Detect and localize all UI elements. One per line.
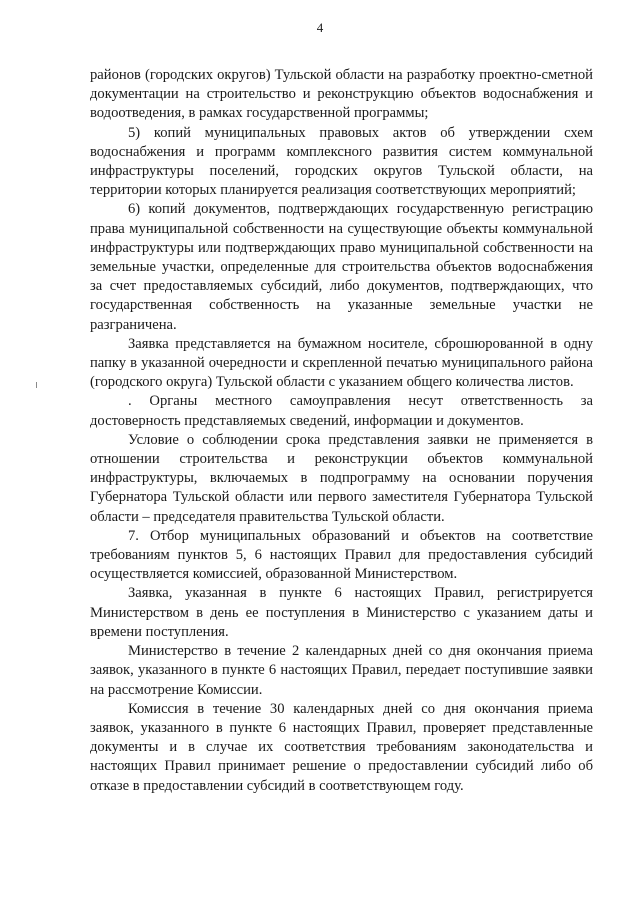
paragraph-6: Условие о соблюдении срока представления заявки не применяется в отношении строительства и реконструкции объектов коммунальной инфраструктуры, включаемых в подпрограмму на основании поручения Губернатора Тульской области или первого заместителя Губернатора Тульской области – председателя правительства Тульской области.	[90, 431, 593, 525]
paragraph-3: 6) копий документов, подтверждающих государственную регистрацию права муниципальной собственности на существующие объекты коммунальной инфраструктуры или подтверждающих право муниципальной собственности на земельные участки, определенные для строительства объектов водоснабжения за счет предоставляемых субсидий, либо документов, подтверждающих, что государственная собственность на указанные земельные участки не разграничена.	[90, 201, 593, 333]
paragraph-1: районов (городских округов) Тульской области на разработку проектно-сметной документации на строительство и реконструкцию объектов водоснабжения и водоотведения, в рамках государственной программы;	[90, 67, 593, 122]
paragraph-2: 5) копий муниципальных правовых актов об утверждении схем водоснабжения и программ комплексного развития систем коммунальной инфраструктуры поселений, городских округов Тульской области, на территории которых планируется реализация соответствующих мероприятий;	[90, 124, 593, 199]
paragraph-7: 7. Отбор муниципальных образований и объектов на соответствие требованиям пунктов 5, 6 настоящих Правил для предоставления субсидий осуществляется комиссией, образованной Министерством.	[90, 527, 593, 583]
paragraph-9: Министерство в течение 2 календарных дней со дня окончания приема заявок, указанного в пункте 6 настоящих Правил, передает поступившие заявки на рассмотрение Комиссии.	[90, 643, 593, 698]
document-body	[90, 66, 593, 796]
paragraph-4: Заявка представляется на бумажном носителе, сброшюрованной в одну папку в указанной очередности и скрепленной печатью муниципального района (городского округа) Тульской области с указанием общего количества листов.	[90, 335, 593, 391]
paragraph-10: Комиссия в течение 30 календарных дней со дня окончания приема заявок, указанного в пункте 6 настоящих Правил, проверяет представленные документы и в случае их соответствия требованиям законодательства и настоящих Правил принимает решение о предоставлении субсидий либо об отказе в предоставлении субсидий в соответствующем году.	[90, 700, 593, 794]
page-number: 4	[316, 20, 324, 35]
paragraph-5: . Органы местного самоуправления несут ответственность за достоверность представляемых сведений, информации и документов.	[90, 393, 593, 429]
margin-mark	[36, 382, 37, 388]
paragraph-8: Заявка, указанная в пункте 6 настоящих Правил, регистрируется Министерством в день ее поступления в Министерство с указанием даты и времени поступления.	[90, 585, 593, 640]
